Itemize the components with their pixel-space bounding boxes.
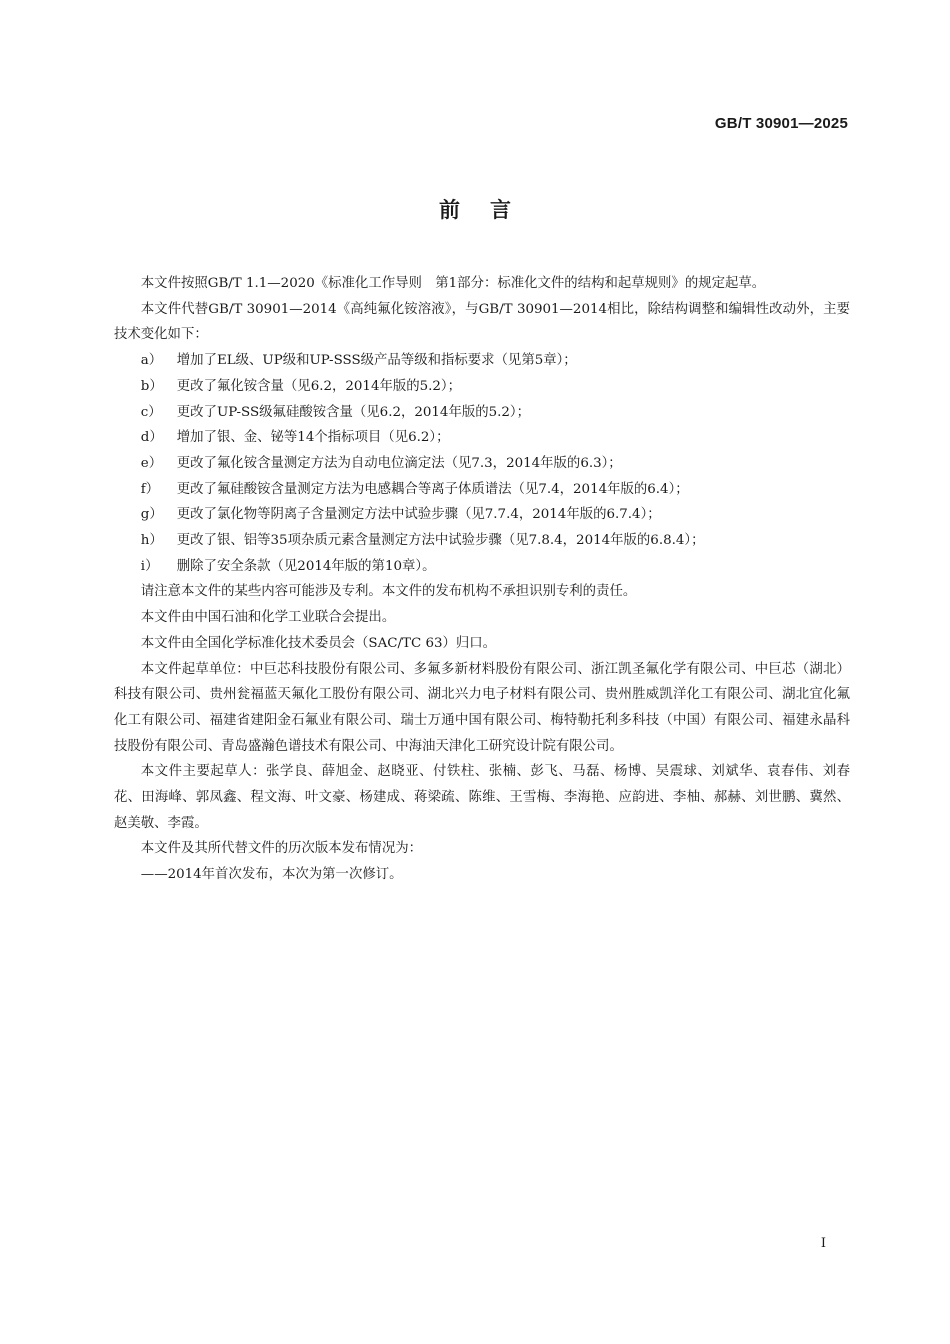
- list-marker: g）: [140, 507, 163, 523]
- paragraph: 本文件代替GB/T 30901—2014《高纯氟化铵溶液》，与GB/T 30901—2014相比，除结构调整和编辑性改动外，主要技术变化如下：: [114, 301, 850, 343]
- list-item: [114, 348, 850, 374]
- list-item: [114, 451, 850, 477]
- list-item-text: 删除了安全条款（见2014年版的第10章）。: [176, 558, 436, 574]
- list-item-text: 更改了氟硅酸铵含量测定方法为电感耦合等离子体质谱法（见7.4，2014年版的6.4）；: [176, 481, 689, 497]
- list-item: [114, 502, 850, 528]
- list-item-text: 更改了UP-SS级氟硅酸铵含量（见6.2，2014年版的5.2）；: [176, 404, 530, 420]
- list-item-text: 增加了银、金、铋等14个指标项目（见6.2）；: [176, 430, 450, 446]
- list-item-text: 更改了氟化铵含量（见6.2，2014年版的5.2）；: [176, 378, 462, 394]
- list-item: [114, 477, 850, 503]
- list-item: [114, 374, 850, 400]
- list-item: [114, 528, 850, 554]
- paragraph: 本文件按照GB/T 1.1—2020《标准化工作导则 第1部分：标准化文件的结构和起草规则》的规定起草。: [140, 276, 766, 291]
- paragraph: 本文件主要起草人：张学良、薛旭金、赵晓亚、付铁柱、张楠、彭飞、马磊、杨博、吴震球、刘斌华、袁春伟、刘春花、田海峰、郭凤鑫、程文海、叶文豪、杨建成、蒋梁疏、陈维、王雪梅、李海艳、应韵进、李柚、郝赫、刘世鹏、冀然、赵美敬、李霞。: [114, 764, 850, 831]
- page-title: 前言: [439, 198, 541, 222]
- paragraph: 请注意本文件的某些内容可能涉及专利。本文件的发布机构不承担识别专利的责任。: [140, 584, 637, 600]
- list-marker: a）: [140, 353, 163, 369]
- standard-code: GB/T 30901—2025: [714, 115, 848, 132]
- list-item-text: 增加了EL级、UP级和UP-SSS级产品等级和指标要求（见第5章）；: [176, 353, 577, 369]
- page-number: I: [820, 1236, 826, 1251]
- paragraph: 本文件由全国化学标准化技术委员会（SAC/TC 63）归口。: [140, 635, 497, 651]
- list-marker: d）: [140, 430, 163, 446]
- list-marker: f）: [140, 481, 160, 497]
- list-item-text: 更改了氟化铵含量测定方法为自动电位滴定法（见7.3，2014年版的6.3）；: [176, 455, 622, 471]
- list-item-text: 更改了银、铝等35项杂质元素含量测定方法中试验步骤（见7.8.4，2014年版的6.8.4）；: [176, 533, 705, 549]
- paragraph: 本文件由中国石油和化学工业联合会提出。: [140, 610, 396, 626]
- list-marker: b）: [140, 378, 163, 394]
- list-marker: c）: [140, 404, 162, 420]
- paragraph: 本文件及其所代替文件的历次版本发布情况为：: [140, 841, 422, 857]
- list-marker: i）: [140, 558, 159, 574]
- list-marker: h）: [140, 533, 163, 549]
- history-item: ——2014年首次发布，本次为第一次修订。: [140, 867, 403, 883]
- paragraph: 本文件起草单位：中巨芯科技股份有限公司、多氟多新材料股份有限公司、浙江凯圣氟化学有限公司、中巨芯（湖北）科技有限公司、贵州瓮福蓝天氟化工股份有限公司、湖北兴力电子材料有限公司、贵州胜威凯洋化工有限公司、湖北宜化氟化工有限公司、福建省建阳金石氟业有限公司、瑞士万通中国有限公司、梅特勒托利多科技（中国）有限公司、福建永晶科技股份有限公司、青岛盛瀚色谱技术有限公司、中海油天津化工研究设计院有限公司。: [114, 661, 850, 754]
- list-item: [114, 425, 850, 451]
- list-marker: e）: [140, 455, 163, 471]
- list-item: [114, 554, 850, 580]
- list-item-text: 更改了氯化物等阴离子含量测定方法中试验步骤（见7.7.4，2014年版的6.7.4）；: [176, 507, 661, 523]
- foreword-body: [114, 271, 850, 888]
- list-item: [114, 400, 850, 426]
